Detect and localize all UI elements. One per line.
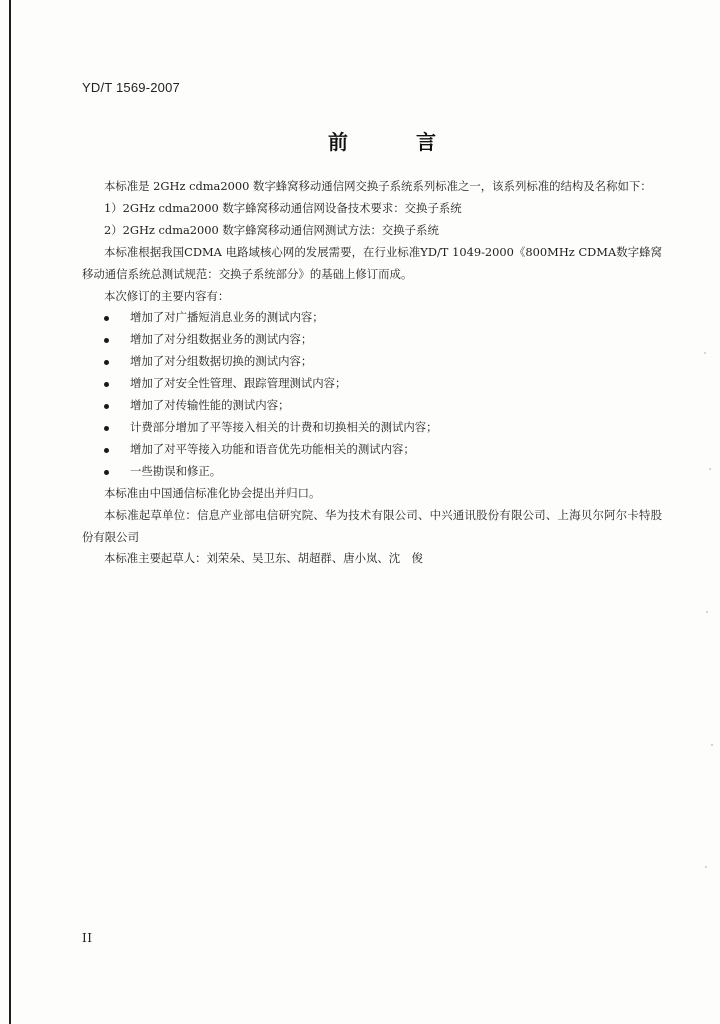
drafting-units-paragraph: 本标准起草单位：信息产业部电信研究院、华为技术有限公司、中兴通讯股份有限公司、上海贝尔阿尔卡特股份有限公司 [82,507,662,544]
page-number: II [82,931,93,945]
scan-speck [705,866,707,868]
revision-changes-list [82,307,662,482]
bullet-icon [104,470,109,475]
list-item [82,351,662,373]
list-item-text: 增加了对广播短消息业务的测试内容； [130,310,324,325]
binding-edge-line [9,0,11,1024]
scan-speck [711,744,713,746]
bullet-icon [104,338,109,343]
list-item-text: 增加了对平等接入功能和语音优先功能相关的测试内容； [130,441,415,456]
foreword-body [82,176,662,570]
list-item-text: 增加了对分组数据业务的测试内容； [130,332,313,347]
list-item-text: 增加了对传输性能的测试内容； [130,398,290,413]
list-item-text: 计费部分增加了平等接入相关的计费和切换相关的测试内容； [130,419,438,434]
list-item-text: 增加了对分组数据切换的测试内容； [130,354,313,369]
list-item [82,439,662,461]
bullet-icon [104,316,109,321]
bullet-icon [104,360,109,365]
list-item [82,395,662,417]
bullet-icon [104,404,109,409]
list-item-text: 一些勘误和修正。 [130,463,222,478]
series-item-2: 2）2GHz cdma2000 数字蜂窝移动通信网测试方法：交换子系统 [104,222,439,237]
scan-speck [709,468,711,470]
list-item [82,417,662,439]
bullet-icon [104,382,109,387]
list-item [82,373,662,395]
basis-paragraph: 本标准根据我国CDMA 电路域核心网的发展需要，在行业标准YD/T 1049-2000《800MHz CDMA数字蜂窝移动通信系统总测试规范：交换子系统部分》的基础上修订而成。 [82,244,662,281]
intro-paragraph: 本标准是 2GHz cdma2000 数字蜂窝移动通信网交换子系统系列标准之一，该系列标准的结构及名称如下： [104,179,652,193]
series-item-1: 1）2GHz cdma2000 数字蜂窝移动通信网设备技术要求：交换子系统 [104,200,462,215]
list-item [82,329,662,351]
scan-speck [704,352,706,354]
scan-speck [706,611,708,613]
bullet-icon [104,426,109,431]
list-item [82,461,662,483]
list-item [82,307,662,329]
document-code: YD/T 1569-2007 [82,80,180,95]
drafters-paragraph: 本标准主要起草人：刘荣朵、吴卫东、胡超群、唐小岚、沈 俊 [104,551,423,566]
list-item-text: 增加了对安全性管理、跟踪管理测试内容； [130,376,347,391]
revision-intro: 本次修订的主要内容有： [104,288,230,303]
proposer-paragraph: 本标准由中国通信标准化协会提出并归口。 [104,485,321,500]
page-title: 前 言 [328,130,460,154]
bullet-icon [104,448,109,453]
